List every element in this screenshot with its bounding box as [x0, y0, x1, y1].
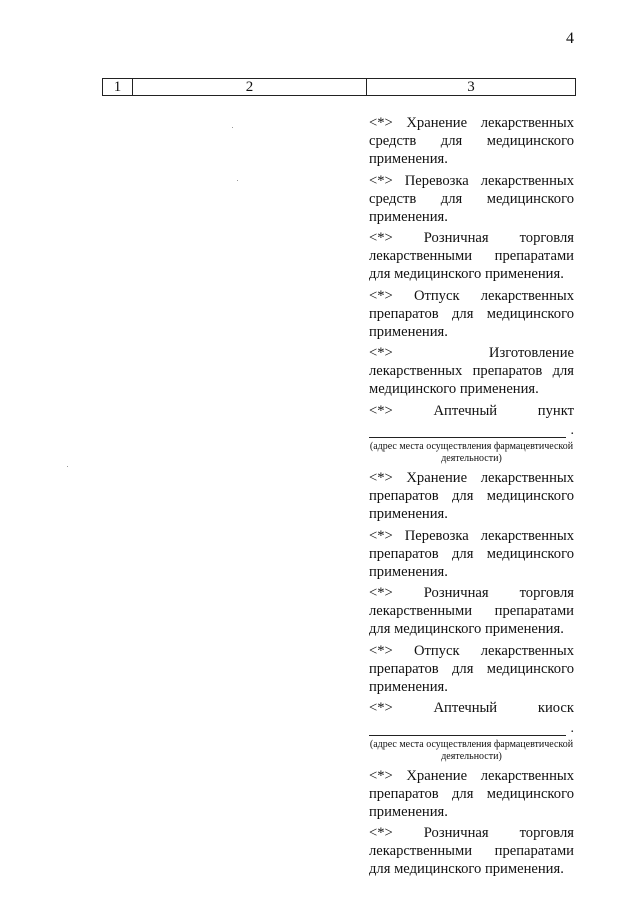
address-field-pharmacy-point — [369, 423, 574, 465]
list-item: <*> Розничная торговля лекарственными препаратами для медицинского применения. — [369, 230, 574, 282]
list-item: <*> Отпуск лекарственных препаратов для медицинского применения. — [369, 642, 574, 695]
scan-speck — [232, 127, 233, 128]
address-period: . — [570, 423, 574, 438]
list-item: <*> Перевозка лекарственных препаратов для медицинского применения. — [369, 527, 574, 580]
list-item: <*> Хранение лекарственных препаратов для медицинского применения. — [369, 470, 574, 522]
pharmacy-kiosk-heading: <*> Аптечный киоск — [369, 700, 574, 716]
list-item: <*> Изготовление лекарственных препаратов для медицинского применения. — [369, 345, 574, 397]
address-period: . — [570, 720, 574, 736]
address-caption: (адрес места осуществления фармацевтической деятельности) — [369, 441, 574, 464]
list-item: <*> Розничная торговля лекарственными препаратами для медицинского применения. — [369, 825, 574, 877]
scan-speck — [237, 180, 238, 181]
page-number: 4 — [566, 30, 574, 47]
table-header-col1: 1 — [102, 79, 132, 95]
list-item: <*> Розничная торговля лекарственными препаратами для медицинского применения. — [369, 585, 574, 637]
column-3-content — [369, 114, 574, 882]
table-header-col3: 3 — [366, 79, 576, 95]
list-item: <*> Хранение лекарственных средств для медицинского применения. — [369, 115, 574, 167]
table-header-row — [102, 78, 576, 96]
address-field-pharmacy-kiosk — [369, 721, 574, 763]
list-item: <*> Хранение лекарственных препаратов для медицинского применения. — [369, 767, 574, 820]
pharmacy-point-heading: <*> Аптечный пункт — [369, 402, 574, 419]
scan-speck — [67, 466, 68, 467]
table-header-col2: 2 — [132, 79, 366, 95]
address-blank-line — [369, 423, 574, 438]
address-caption: (адрес места осуществления фармацевтической деятельности) — [369, 738, 574, 762]
list-item: <*> Перевозка лекарственных средств для медицинского применения. — [369, 172, 574, 225]
address-blank-line — [369, 720, 574, 736]
list-item: <*> Отпуск лекарственных препаратов для медицинского применения. — [369, 287, 574, 340]
